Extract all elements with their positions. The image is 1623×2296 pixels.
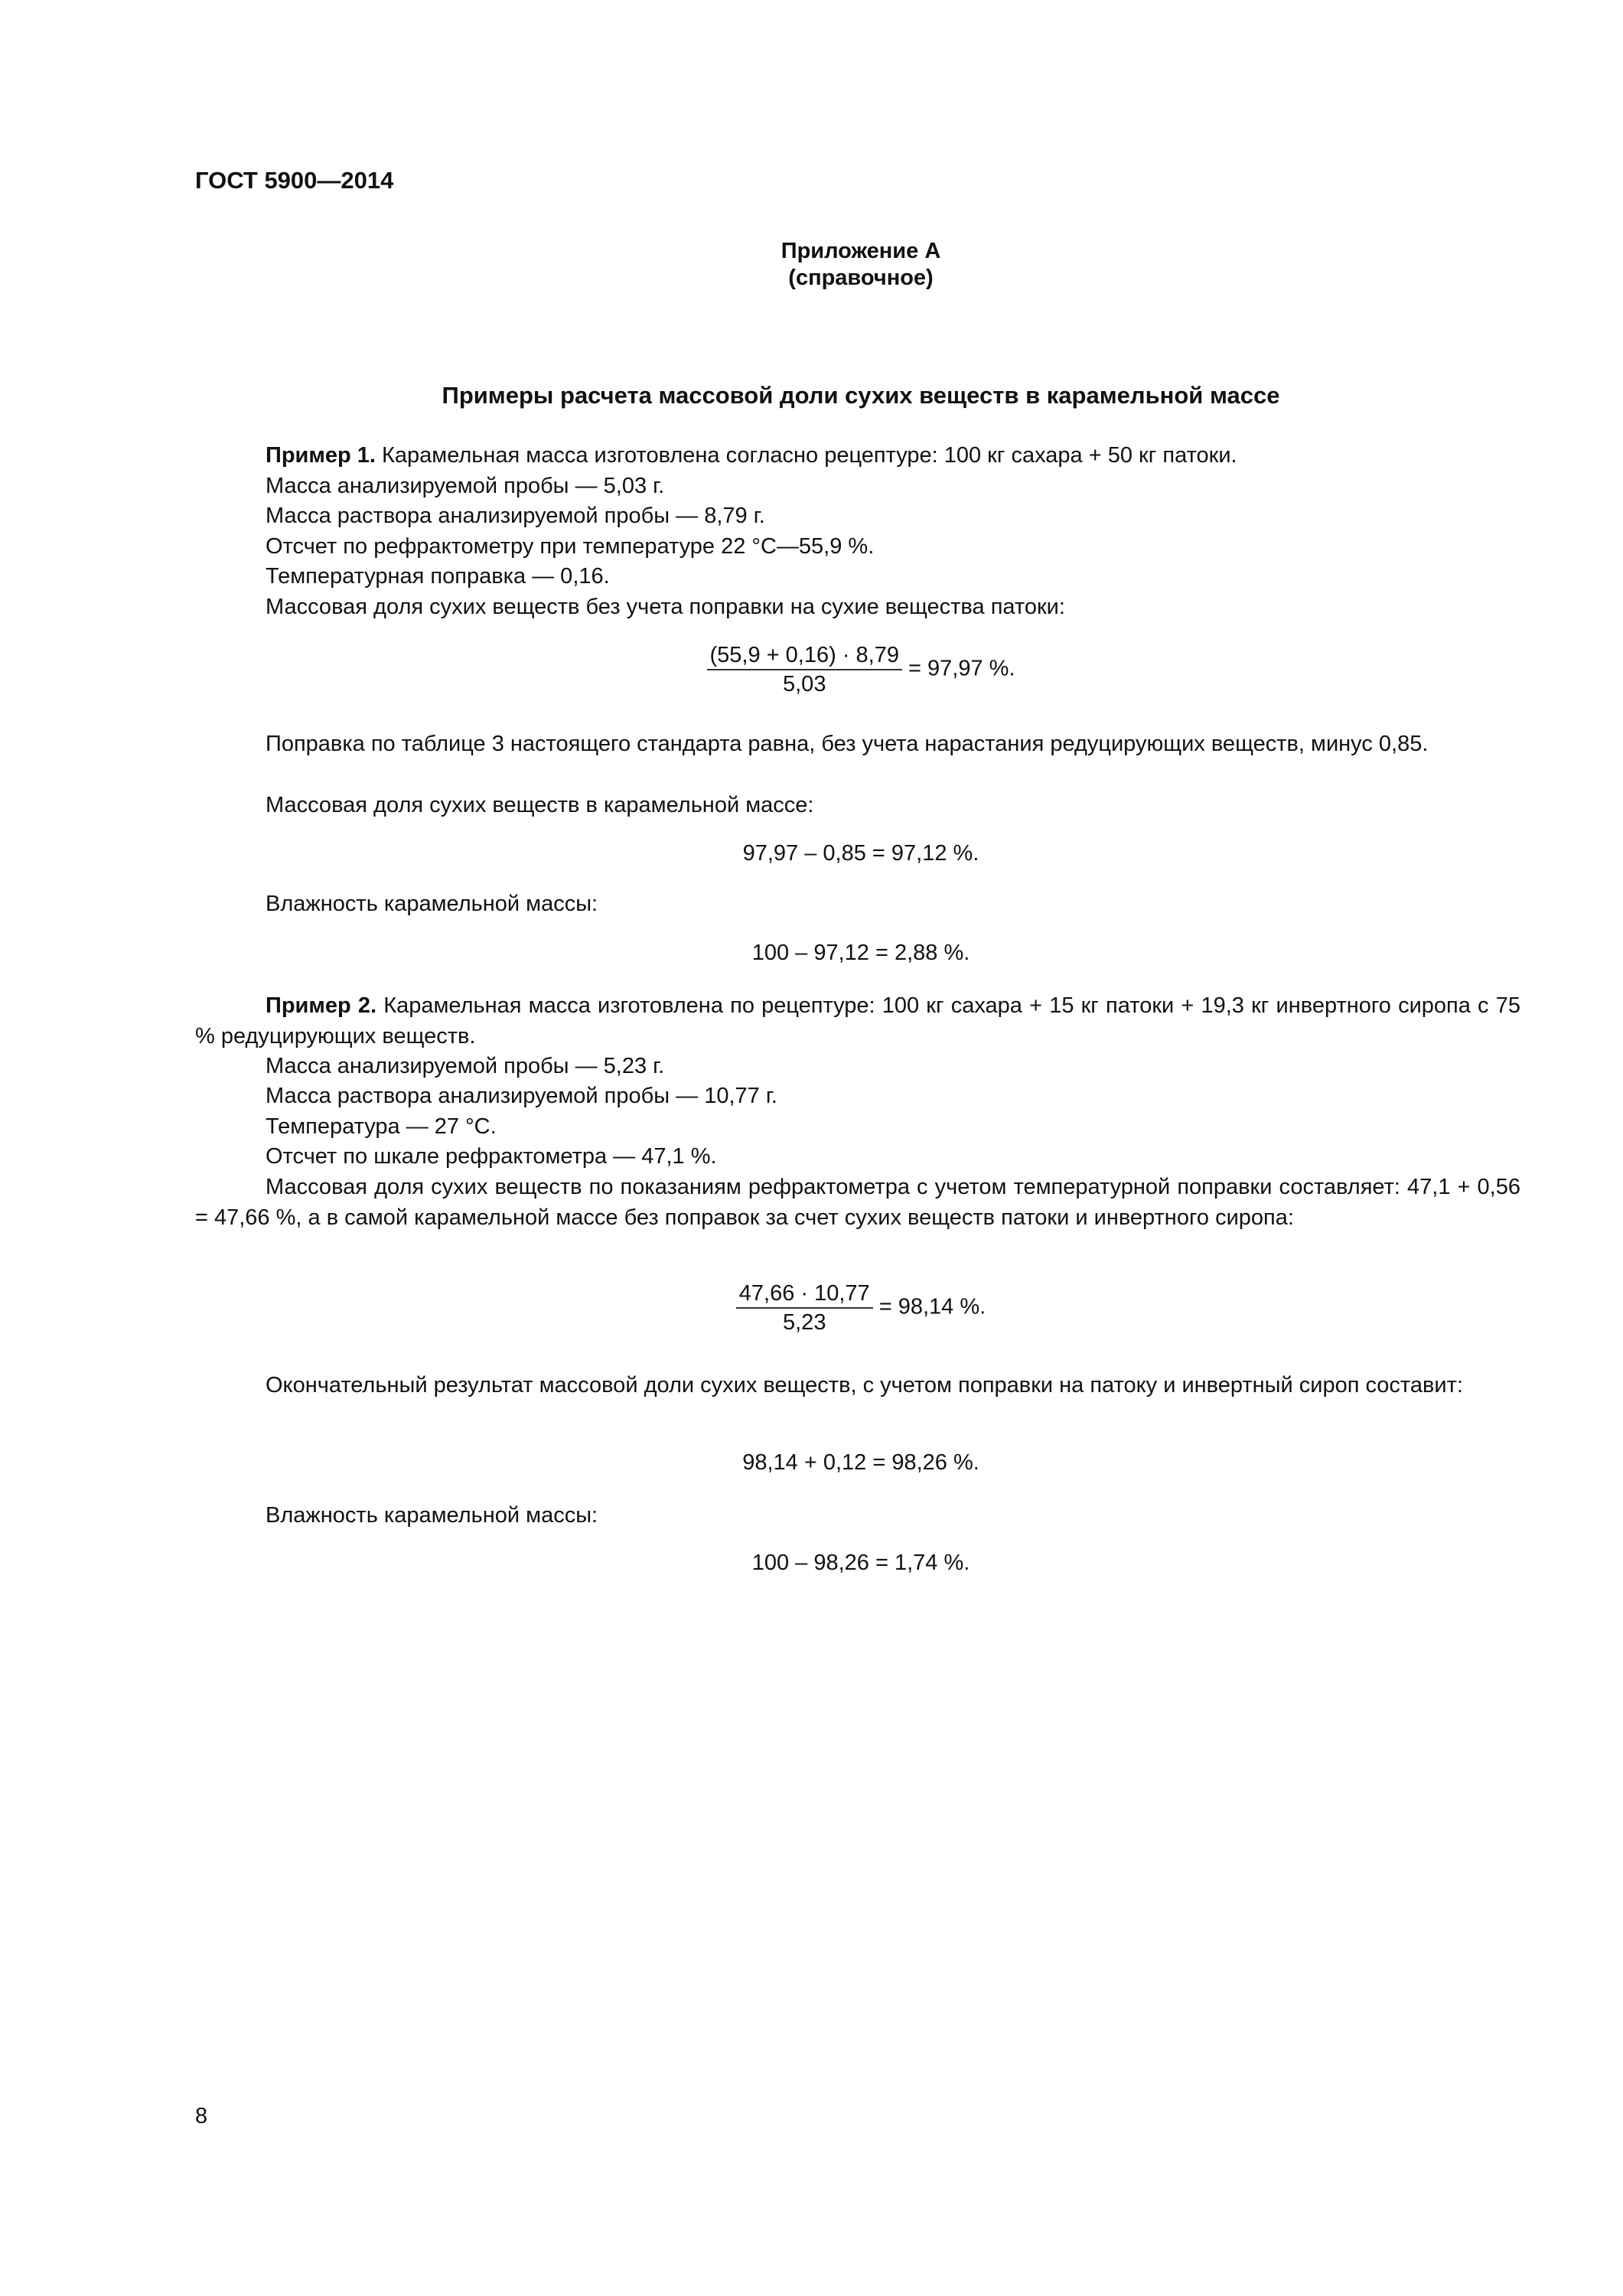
example1-intro-text: Карамельная масса изготовлена согласно рецептуре: 100 кг сахара + 50 кг патоки. (375, 443, 1237, 468)
fraction (736, 1280, 873, 1336)
section-title: Примеры расчета массовой доли сухих веществ в карамельной массе (442, 382, 1280, 409)
example2-line: Масса анализируемой пробы — 5,23 г. (266, 1054, 665, 1078)
example1-line: Температурная поправка — 0,16. (266, 564, 610, 589)
formula-result: = 97,97 %. (908, 656, 1015, 681)
example1-intro (195, 441, 1520, 471)
numerator: 47,66 · 10,77 (736, 1280, 873, 1309)
example1-formula (195, 641, 1527, 698)
denominator: 5,23 (783, 1310, 826, 1335)
formula-result: = 98,14 %. (878, 1294, 986, 1319)
page-number: 8 (195, 2104, 208, 2128)
example2-intro-text: Карамельная масса изготовлена по рецептуре: 100 кг сахара + 15 кг патоки + 19,3 кг инвертного сиропа с 75 % редуцирующих веществ. (195, 993, 1520, 1049)
example2-refractometer-text: Массовая доля сухих веществ по показаниям рефрактометра с учетом температурной поправки составляет: 47,1 + 0,56 = 47,66 %, а в самой карамельной массе без поправок за счет сухих веществ патоки и инвертного сиропа: (195, 1175, 1520, 1230)
example2-formula (195, 1280, 1527, 1336)
example1-line: Массовая доля сухих веществ без учета поправки на сухие вещества патоки: (266, 595, 1065, 619)
numerator: (55,9 + 0,16) · 8,79 (707, 641, 902, 670)
example2-moisture-calc: 100 – 98,26 = 1,74 %. (751, 1551, 970, 1575)
example2-line: Масса раствора анализируемой пробы — 10,77 г. (266, 1084, 777, 1108)
example1-line: Масса раствора анализируемой пробы — 8,79 г. (266, 504, 765, 528)
document-header: ГОСТ 5900—2014 (195, 167, 394, 194)
example2-final-calc: 98,14 + 0,12 = 98,26 %. (742, 1450, 979, 1475)
example2-label: Пример 2. (266, 993, 377, 1018)
example2-line: Отсчет по шкале рефрактометра — 47,1 %. (266, 1144, 717, 1169)
example1-dry-label: Массовая доля сухих веществ в карамельной массе: (266, 793, 814, 817)
example2-final-text: Окончательный результат массовой доли сухих веществ, с учетом поправки на патоку и инвертный сироп составит: (266, 1373, 1463, 1397)
example2-line: Температура — 27 °С. (266, 1114, 497, 1139)
appendix-type: (справочное) (788, 266, 934, 290)
example1-line: Масса анализируемой пробы — 5,03 г. (266, 474, 665, 498)
example1-correction: Поправка по таблице 3 настоящего стандарта равна, без учета нарастания редуцирующих веществ, минус 0,85. (266, 732, 1429, 756)
example2-moisture-label: Влажность карамельной массы: (266, 1503, 598, 1528)
example1-dry-calc: 97,97 – 0,85 = 97,12 %. (742, 841, 979, 866)
appendix-title: Приложение А (781, 239, 941, 263)
fraction (707, 641, 902, 698)
example1-moisture-label: Влажность карамельной массы: (266, 892, 598, 916)
example1-line: Отсчет по рефрактометру при температуре 22 °С—55,9 %. (266, 534, 875, 559)
denominator: 5,03 (783, 672, 826, 696)
example1-label: Пример 1. (266, 443, 376, 468)
example2-intro (195, 991, 1520, 1052)
example1-moisture-calc: 100 – 97,12 = 2,88 %. (751, 941, 970, 965)
